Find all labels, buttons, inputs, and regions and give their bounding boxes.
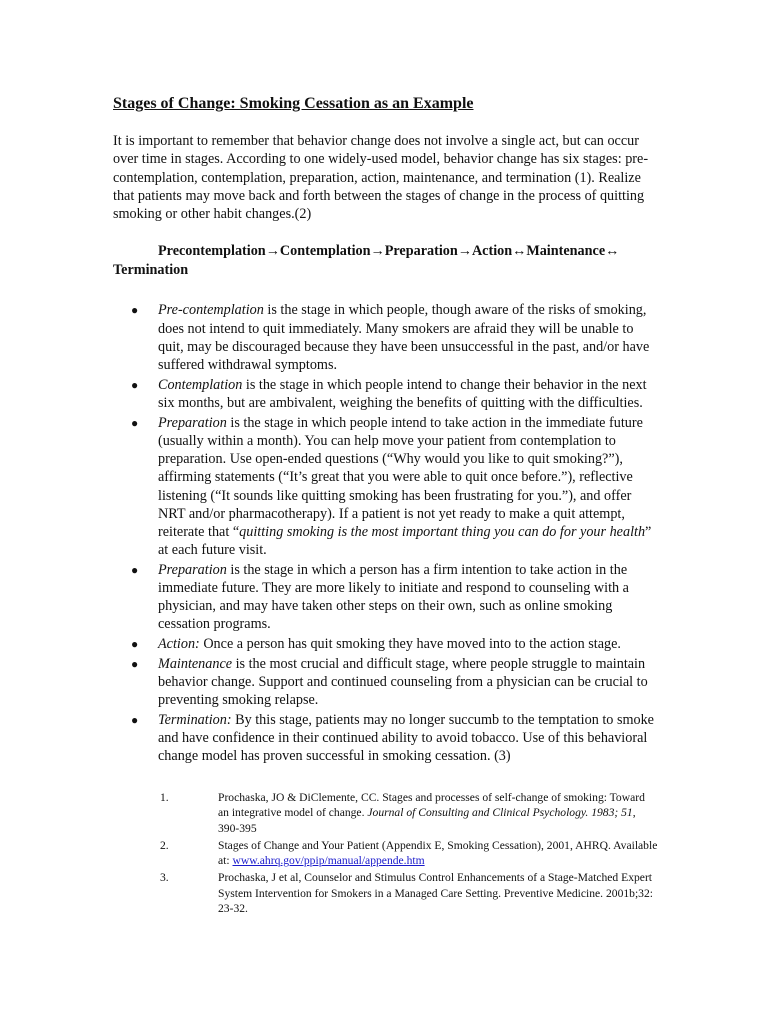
reference-link[interactable]: www.ahrq.gov/ppip/manual/appende.htm <box>232 854 425 868</box>
list-item <box>113 376 658 412</box>
reference-text: Prochaska, J et al, Counselor and Stimulus Control Enhancements of a Stage-Matched Expert System Intervention for Smokers in a Managed Care Setting. Preventive Medicine. 2001b;32: 23-32. <box>218 871 653 916</box>
stage-term: Pre-contemplation <box>158 302 264 319</box>
stage-description-tail: ” at each future visit. <box>158 523 652 559</box>
list-item <box>113 561 658 634</box>
bullet-icon: ● <box>131 303 139 318</box>
list-item <box>113 301 658 374</box>
stage-description: Once a person has quit smoking they have moved into to the action stage. <box>199 636 621 653</box>
stage-description: is the stage in which people intend to change their behavior in the next six months, but are ambivalent, weighing the benefits of quitting with the difficulties. <box>158 376 647 411</box>
stage-term: Preparation <box>158 414 227 431</box>
stage-list <box>113 301 658 765</box>
reference-number: 2. <box>160 838 169 852</box>
stage-term: Action: <box>158 636 200 653</box>
stage-term: Preparation <box>158 561 227 578</box>
stages-sequence-line-1: Precontemplation→Contemplation→Preparation→Action↔Maintenance↔ <box>158 243 620 260</box>
stage-term: Termination: <box>158 711 232 728</box>
document-title: Stages of Change: Smoking Cessation as an Example <box>113 95 474 112</box>
stages-sequence-line-2: Termination <box>113 262 189 279</box>
list-item <box>113 711 658 766</box>
intro-paragraph: It is important to remember that behavior change does not involve a single act, but can occur over time in stages. According to one widely-used model, behavior change has six stages: pre-contemplation, contemplation, preparation, action, maintenance, and termination (1). Realize that patients may move back and forth between the stages of change in the process of quitting smoking or other habit changes.(2) <box>113 133 649 223</box>
reference-number: 3. <box>160 871 169 885</box>
reference-text: Prochaska, JO & DiClemente, CC. Stages and processes of self-change of smoking: Toward an integrative model of change. <box>218 790 645 820</box>
reference-text: Stages of Change and Your Patient (Appendix E, Smoking Cessation), 2001, AHRQ. Available at: <box>218 838 658 868</box>
stages-sequence <box>113 242 658 280</box>
list-item <box>113 414 658 560</box>
stage-description: is the most crucial and difficult stage, where people struggle to maintain behavior change. Support and continued counseling from a physician can be crucial to preventing smoking relapse. <box>158 655 648 709</box>
stage-term: Maintenance <box>158 655 233 672</box>
bullet-icon: ● <box>131 415 139 430</box>
stage-description: is the stage in which people, though aware of the risks of smoking, does not intend to quit immediately. Many smokers are afraid they will be unable to quit, may be discouraged because they have been unsuccessful in the past, and/or have suffered withdrawal symptoms. <box>158 302 650 374</box>
reference-number: 1. <box>160 790 169 804</box>
bullet-icon: ● <box>131 712 139 727</box>
bullet-icon: ● <box>131 562 139 577</box>
bullet-icon: ● <box>131 656 139 671</box>
reference-list <box>113 790 658 917</box>
reference-tail: , 390-395 <box>218 806 636 835</box>
stage-description: By this stage, patients may no longer succumb to the temptation to smoke and have confidence in their continued ability to avoid tobacco. Use of this behavioral change model has proven successful in smoking cessation. (3) <box>158 711 654 765</box>
stage-description: is the stage in which a person has a firm intention to take action in the immediate future. They are more likely to initiate and respond to counseling with a physician, and may have taken other steps on their own, such as online smoking cessation programs. <box>158 561 629 633</box>
list-item <box>113 635 658 653</box>
bullet-icon: ● <box>131 637 139 652</box>
bullet-icon: ● <box>131 377 139 392</box>
stage-term: Contemplation <box>158 376 243 393</box>
reference-item <box>113 790 658 837</box>
reference-item <box>113 838 658 869</box>
stage-quote: quitting smoking is the most important thing you can do for your health <box>239 523 646 540</box>
list-item <box>113 655 658 710</box>
stage-description: is the stage in which people intend to take action in the immediate future (usually within a month). You can help move your patient from contemplation to preparation. Use open-ended questions (“Why would you like to quit smoking?”), affirming statements (“It’s great that you were able to quit once before.”), reflective listening (“It sounds like quitting smoking has been frustrating for you.”), and offer NRT and/or pharmacotherapy). If a patient is not yet ready to make a quit attempt, reiterate that “ <box>158 414 643 540</box>
document-page <box>113 92 658 918</box>
reference-journal: Journal of Consulting and Clinical Psychology. 1983; 51 <box>367 806 633 820</box>
reference-item <box>113 870 658 917</box>
